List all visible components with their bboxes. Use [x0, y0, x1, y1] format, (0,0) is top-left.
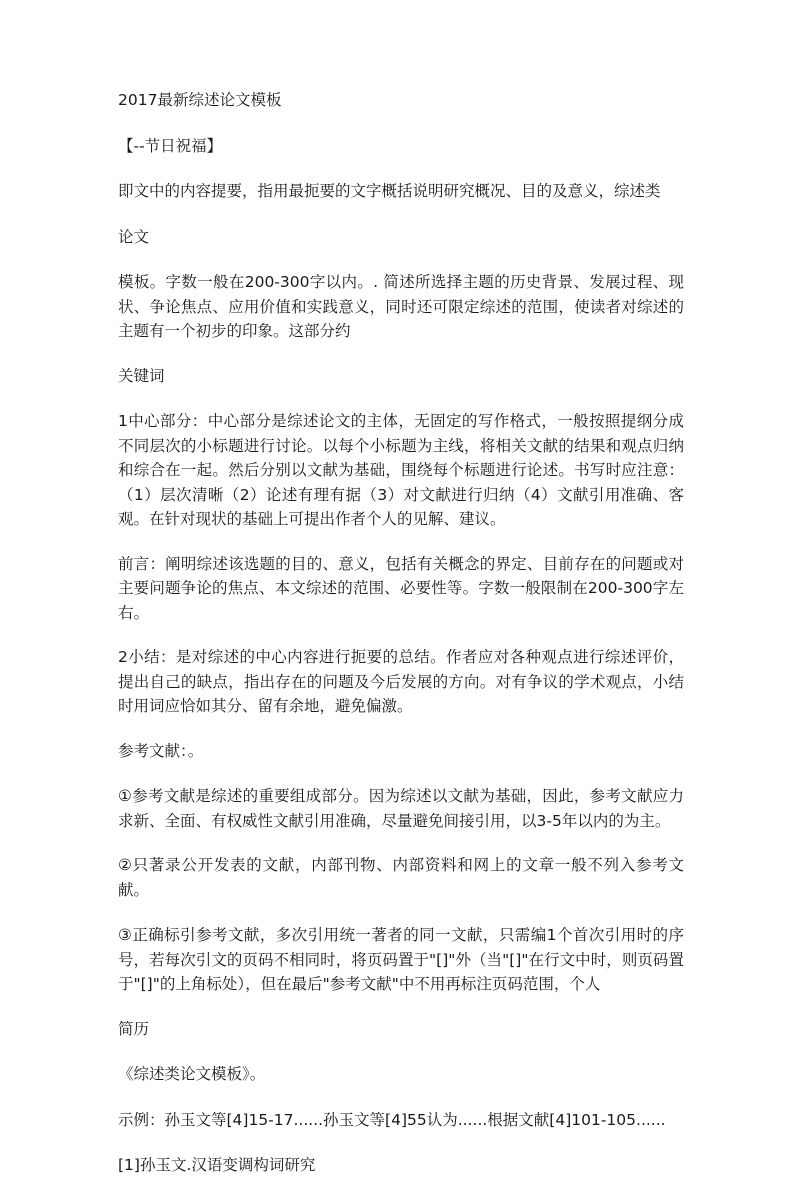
section-2-paragraph: 2小结：是对综述的中心内容进行扼要的总结。作者应对各种观点进行综述评价，提出自己的缺点，指出存在的问题及今后发展的方向。对有争议的学术观点，小结时用词应恰如其分、留有余地，避免偏激。 [118, 648, 684, 715]
example-line: 示例：孙玉文等[4]15-17......孙玉文等[4]55认为......根据文献[4]101-105...... [118, 1110, 666, 1129]
reference-item-2: ②只著录公开发表的文献，内部刊物、内部资料和网上的文章一般不列入参考文献。 [118, 856, 684, 899]
abstract-intro: 即文中的内容提要，指用最扼要的文字概括说明研究概况、目的及意义，综述类 [118, 182, 661, 200]
lunwen-line: 论文 [118, 227, 150, 246]
references-label: 参考文献：。 [118, 741, 204, 760]
reference-item-1: ①参考文献是综述的重要组成部分。因为综述以文献为基础，因此，参考文献应力求新、全面、有权威性文献引用准确，尽量避免间接引用，以3-5年以内的为主。 [118, 787, 684, 830]
template-description: 模板。字数一般在200-300字以内。. 简述所选择主题的历史背景、发展过程、现状、争论焦点、应用价值和实践意义，同时还可限定综述的范围，使读者对综述的主题有一个初步的印象。这部分约 [118, 273, 684, 340]
section-1-paragraph: 1中心部分：中心部分是综述论文的主体，无固定的写作格式，一般按照提纲分成不同层次的小标题进行讨论。以每个小标题为主线，将相关文献的结果和观点归纳和综合在一起。然后分别以文献为基础，围绕每个标题进行论述。书写时应注意：（1）层次清晰（2）论述有理有据（3）对文献进行归纳（4）文献引用准确、客观。在针对现状的基础上可提出作者个人的见解、建议。 [118, 412, 684, 528]
document-page [118, 88, 684, 1199]
template-reference: 《综述类论文模板》。 [118, 1065, 266, 1083]
document-title: 2017最新综述论文模板 [118, 91, 282, 109]
document-subtitle: 【--节日祝福】 [118, 136, 223, 155]
resume-label: 简历 [118, 1019, 150, 1038]
citation-line: [1]孙玉文.汉语变调构词研究 [118, 1156, 316, 1174]
keywords-label: 关键词 [118, 366, 165, 385]
reference-item-3: ③正确标引参考文献，多次引用统一著者的同一文献，只需编1个首次引用时的序号，若每次引文的页码不相同时，将页码置于"[]"外（当"[]"在行文中时，则页码置于"[]"的上角标处），但在最后"参考文献"中不用再标注页码范围，个人 [118, 926, 684, 993]
preface-paragraph: 前言：阐明综述该选题的目的、意义，包括有关概念的界定、目前存在的问题或对主要问题争论的焦点、本文综述的范围、必要性等。字数一般限制在200-300字左右。 [118, 554, 684, 622]
